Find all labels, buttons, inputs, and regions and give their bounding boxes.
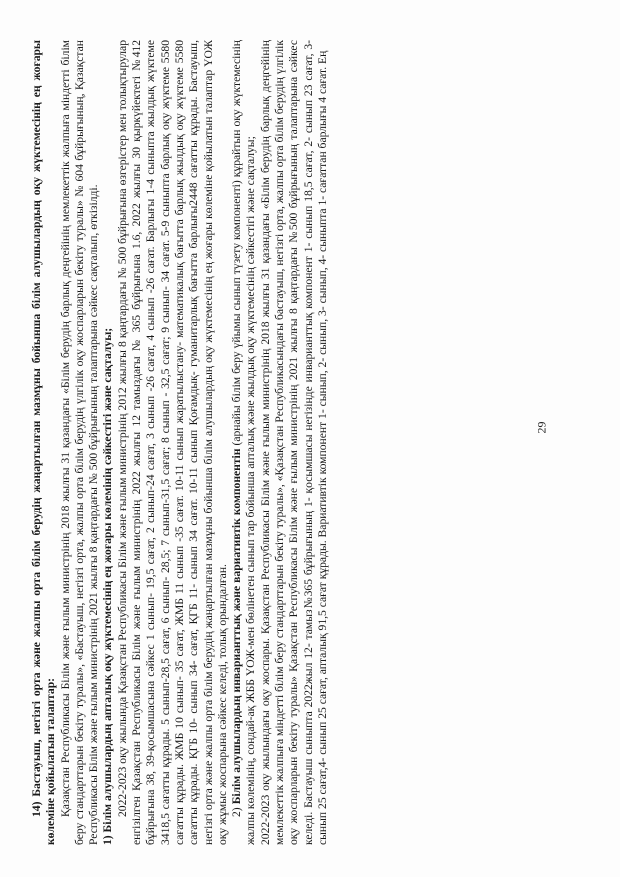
- section2-body: 2022-2023 оқу жылындағы оқу жоспары. Қазақстан Республикасы Білім және ғылым министрінің 2018 жылғы 31 қазандағы «Білім берудің барлық деңгейінің мемлекеттік жалпыға міндетті білім беру стандарттарын бекіту туралы», «Қазақстан Республикасындағы бастауыш, негізгі орта, жалпы орта білім берудің үлгілік оқу жоспарларын бекіту туралы» Қазақстан Республикасы Білім және ғылым министрінің 2021 жылғы 8 қаңтардағы №500 бұйрығының талаптарына сәйкес келеді. Бастауыш сыныпта 2022жыл 12- тамыз№365 бұйрығының 1- қосымшасы негізінде инварианттық компонент 1- сынып 18,5 сағат, 2- сынып 23 сағат, 3- сынып 25 сағат,4- сынып 25 сағат, апталық 91,5 сағат құрады. Вариативтік компонент 1- сынып, 2- сынып, 3- сынып, 4- сыныпта 1- сағаттан барлығы 4 сағат. Ең: [258, 40, 329, 845]
- rotated-text-block: [30, 40, 525, 845]
- page-number: 29: [534, 421, 549, 434]
- section2-heading: Білім алушылардың инварианттық және вариативтік компонентін: [230, 448, 244, 805]
- section2-number: 2): [230, 807, 244, 817]
- intro-paragraph: Қазақстан Республикасы Білім және ғылым министрінің 2018 жылғы 31 қазандағы «Білім берудің барлық деңгейінің мемлекеттік жалпыға міндетті білім беру стандарттарын бекіту туралы», «Бастауыш, негізгі орта, жалпы орта білім берудің үлгілік оқу жоспарларын бекіту туралы» № 604 бұйрығының, Қазақстан Республикасы Білім және ғылым министрінің 2021 жылғы 8 қаңтардағы № 500 бұйрығының талаптарына сәйкес сақталып, өткізілді.: [58, 40, 101, 845]
- section1-heading: 1) Білім алушылардың апталық оқу жүктемесінің ең жоғары көлемінің сәйкестігі және сақталуы;: [101, 327, 115, 845]
- section-title: 14) Бастауыш, негізгі орта және жалпы орта білім берудің жаңартылған мазмұны бойынша білім алушылардың оқу жүктемесінің ең жоғары көлеміне қойылатын талаптар:: [30, 40, 58, 845]
- section2-heading-line: [230, 40, 259, 845]
- section2-heading-tail: (арнайы білім беру үйымы сынып түзету компоненті) құрайтын оқу жүктемесінің жалпы көлемінің, сондай-ақ ЖББ ҮОЖ-мен бөлінетен сынып тар бойынша апталық және жылдық оқу жүктемесінің сәйкестігі және сақталуы;: [230, 40, 258, 845]
- section1-body: 2022-2023 оқу жылында Қазақстан Республикасы Білім және ғылым министрінің 2012 жылғы 8 қаңтардағы № 500 бұйрығына өзгерістер мен толықтырулар енгізілген Қазақстан Республикасы Білім және ғылым министрінің 2022 жылғы 12 тамыздағы № 365 бұйрығына 1.6, 2022 жылғы 30 қыркүйектегі №412 бұйрығына 38, 39-қосымшасына сәйкес 1 сынып- 19,5 сағат, 2 сынып-24 сағат, 3 сынып -26 сағат, 4 сынып -26 сағат. Барлығы 1-4 сыныпта жылдық жүктеме 3418,5 сағатты құрады. 5 сынып-28,5 сағат, 6 сынып- 28,5; 7 сынып-31,5 сағат; 8 сынып - 32,5 сағат; 9 сынып- 34 сағат. 5-9 сыныпта барлық оқу жүктеме 5580 сағатты құрады. ЖМБ 10 сынып- 35 сағат, ЖМБ 11 сынып -35 сағат. 10-11 сынып жаратылыстану- математикалық бағытта барлық жылдық оқу жүктеме 5580 сағатты құрады. ҚГБ 10- сынып 34- сағат, ҚГБ 11- сынып 34 сағат. 10-11 сынып Қоғамдық- гуманитарлық бағытта барлығы2448 сағатты құрады. Бастауыш, негізгі орта және жалпы орта білім берудің жаңартылған мазмұны бойынша білім алушылардың оқу жүктемесінің ең жоғары көлеміне қойылатын талаптар ҮОЖ оқу жұмыс жоспарына сәйкес келеді, толық орындалған.: [115, 40, 229, 845]
